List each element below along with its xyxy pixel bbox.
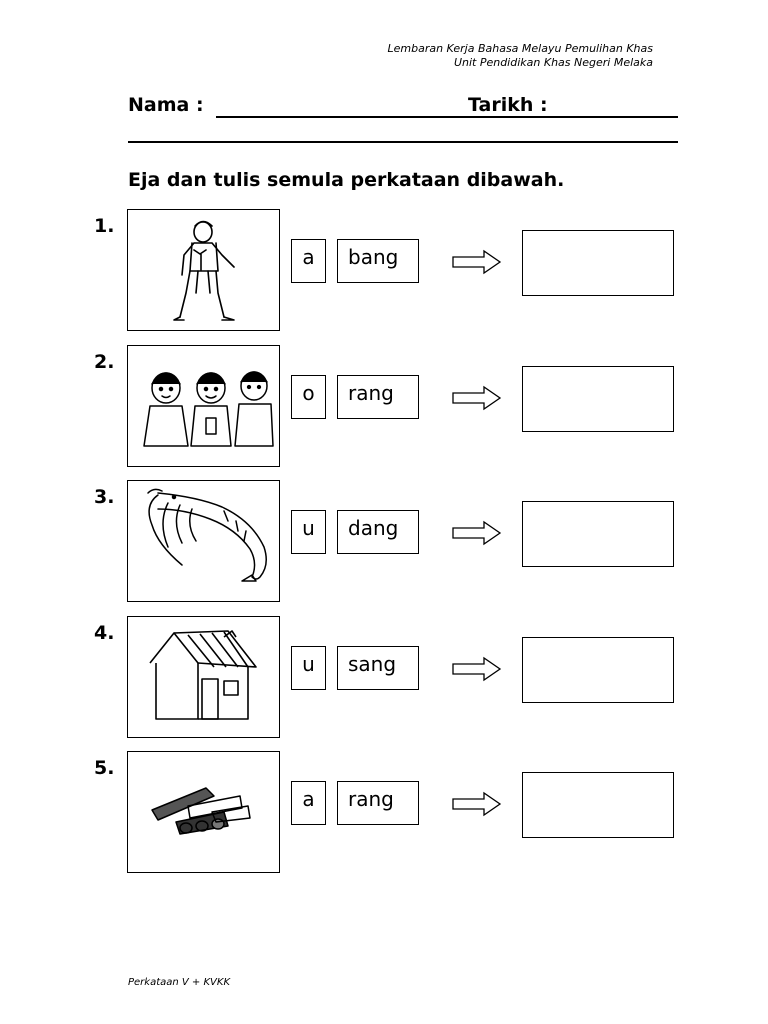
question-number: 5. — [94, 757, 115, 779]
question-1 — [0, 209, 768, 334]
arrow-right-icon — [452, 656, 502, 682]
syllable-box: rang — [337, 375, 419, 419]
answer-box[interactable] — [522, 366, 674, 432]
arrow-right-icon — [452, 249, 502, 275]
syllable-box: rang — [337, 781, 419, 825]
question-3 — [0, 480, 768, 605]
answer-box[interactable] — [522, 772, 674, 838]
name-date-row — [128, 94, 680, 122]
house-icon — [128, 617, 279, 737]
boy-walking-icon — [128, 210, 279, 330]
children-group-icon — [128, 346, 279, 466]
picture-charcoal — [127, 751, 280, 873]
tarikh-blank[interactable] — [564, 116, 678, 118]
vowel-box: u — [291, 646, 326, 690]
vowel-box: o — [291, 375, 326, 419]
footer-note: Perkataan V + KVKK — [128, 977, 230, 988]
charcoal-icon — [128, 752, 279, 872]
nama-label: Nama : — [128, 94, 204, 116]
syllable-box: sang — [337, 646, 419, 690]
question-number: 1. — [94, 215, 115, 237]
syllable-box: dang — [337, 510, 419, 554]
tarikh-label: Tarikh : — [468, 94, 548, 116]
syllable-box: bang — [337, 239, 419, 283]
answer-box[interactable] — [522, 230, 674, 296]
question-number: 2. — [94, 351, 115, 373]
question-number: 4. — [94, 622, 115, 644]
picture-children — [127, 345, 280, 467]
picture-boy — [127, 209, 280, 331]
vowel-box: a — [291, 781, 326, 825]
question-2 — [0, 345, 768, 470]
answer-box[interactable] — [522, 637, 674, 703]
writing-line[interactable] — [128, 141, 678, 143]
header-title: Lembaran Kerja Bahasa Melayu Pemulihan Khas — [387, 42, 653, 55]
question-4 — [0, 616, 768, 741]
picture-prawn — [127, 480, 280, 602]
vowel-box: a — [291, 239, 326, 283]
vowel-box: u — [291, 510, 326, 554]
prawn-icon — [128, 481, 279, 601]
picture-house — [127, 616, 280, 738]
arrow-right-icon — [452, 791, 502, 817]
header-subtitle: Unit Pendidikan Khas Negeri Melaka — [453, 56, 653, 69]
arrow-right-icon — [452, 385, 502, 411]
nama-blank[interactable] — [216, 116, 582, 118]
question-5 — [0, 751, 768, 876]
answer-box[interactable] — [522, 501, 674, 567]
arrow-right-icon — [452, 520, 502, 546]
instruction-text: Eja dan tulis semula perkataan dibawah. — [128, 169, 565, 191]
question-number: 3. — [94, 486, 115, 508]
